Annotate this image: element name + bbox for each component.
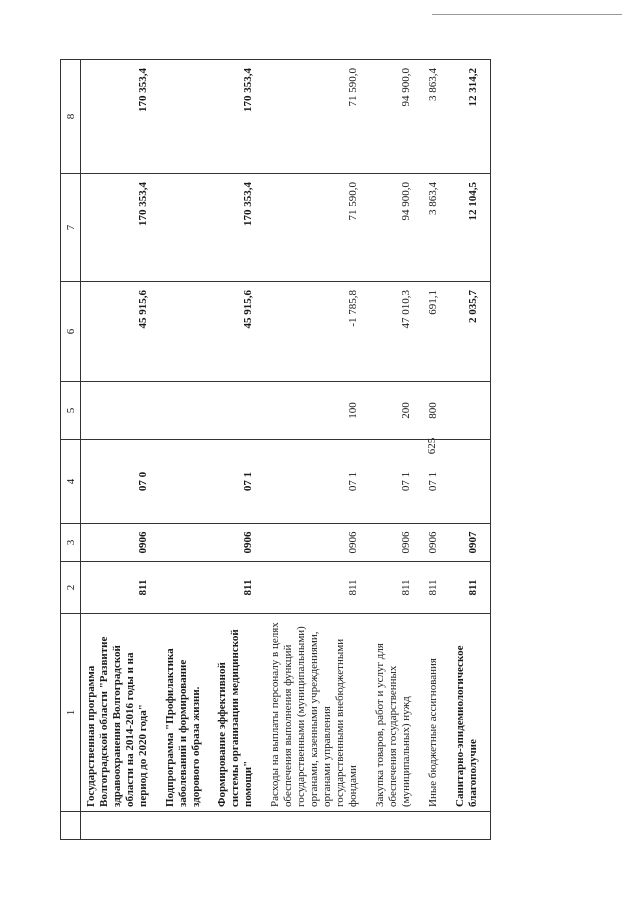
cell-col5: 100 <box>265 382 370 440</box>
header-cell-1: 1 <box>61 614 81 812</box>
row-name-cell <box>160 614 265 812</box>
cell-col3: 0906 <box>81 524 161 562</box>
table-row <box>450 60 491 840</box>
row-name-cell <box>423 614 450 812</box>
rotated-page-content <box>60 60 491 840</box>
row-name-cell <box>450 614 491 812</box>
cell-col4: 07 1 <box>265 440 370 524</box>
table-row <box>81 60 161 840</box>
top-edge-rule <box>432 14 622 15</box>
table-row <box>265 60 370 840</box>
row-name: Подпрограмма "Профилактика заболеваний и формирование здорового образа жизни. <box>164 648 202 807</box>
header-row <box>61 60 81 840</box>
row-name: Государственная программа Волгоградской области "Развитие здравоохранения Волгоградской области на 2014-2016 годы и на период до 2020 года" <box>85 636 149 807</box>
cell-col2: 811 <box>265 562 370 614</box>
cell-col2: 811 <box>81 562 161 614</box>
cell-col8: 170 353,4 <box>160 60 265 174</box>
table-row <box>423 60 450 840</box>
cell-col3: 0906 <box>265 524 370 562</box>
cell-col8: 12 314,2 <box>450 60 491 174</box>
cell-col7: 170 353,4 <box>81 174 161 282</box>
cell-col2: 811 <box>423 562 450 614</box>
cell-col4: 07 1 <box>160 440 265 524</box>
header-cell-5: 5 <box>61 382 81 440</box>
header-cell-0 <box>61 812 81 840</box>
empty-cell <box>370 812 423 840</box>
cell-col7: 170 353,4 <box>160 174 265 282</box>
cell-col3: 0906 <box>423 524 450 562</box>
empty-cell <box>450 812 491 840</box>
empty-cell <box>265 812 370 840</box>
cell-col5: 800 <box>423 382 450 440</box>
cell-col3: 0906 <box>370 524 423 562</box>
empty-cell <box>423 812 450 840</box>
budget-table <box>60 59 491 840</box>
header-cell-2: 2 <box>61 562 81 614</box>
cell-col8: 71 590,0 <box>265 60 370 174</box>
cell-col2: 811 <box>450 562 491 614</box>
cell-col6: 45 915,6 <box>160 282 265 382</box>
row-name: Расходы на выплаты персоналу в целях обеспечения выполнения функций государственными (муниципальными) органами, казенными учреждениями, органами управления государственными внебюджетными фондами <box>269 622 359 807</box>
cell-col6: -1 785,8 <box>265 282 370 382</box>
cell-col6: 45 915,6 <box>81 282 161 382</box>
cell-col4: 07 0 <box>81 440 161 524</box>
cell-col7: 3 863,4 <box>423 174 450 282</box>
cell-col5: 200 <box>370 382 423 440</box>
cell-col8: 170 353,4 <box>81 60 161 174</box>
cell-col7: 71 590,0 <box>265 174 370 282</box>
header-cell-8: 8 <box>61 60 81 174</box>
cell-col5 <box>160 382 265 440</box>
row-name: Иные бюджетные ассигнования <box>427 658 439 807</box>
table-row <box>160 60 265 840</box>
header-cell-3: 3 <box>61 524 81 562</box>
row-name-continuation: Формирование эффективной системы организации медицинской помощи" <box>216 629 254 807</box>
cell-col4: 07 1 <box>423 440 450 524</box>
cell-col8: 94 900,0 <box>370 60 423 174</box>
cell-col5 <box>450 382 491 440</box>
cell-col3: 0906 <box>160 524 265 562</box>
cell-col3: 0907 <box>450 524 491 562</box>
row-name: Закупка товаров, работ и услуг для обеспечения государственных (муниципальных) нужд <box>374 643 412 807</box>
table-row <box>370 60 423 840</box>
cell-col4 <box>450 440 491 524</box>
row-name-cell <box>370 614 423 812</box>
cell-col7: 12 104,5 <box>450 174 491 282</box>
row-name-cell <box>265 614 370 812</box>
header-cell-6: 6 <box>61 282 81 382</box>
cell-col6: 691,1 <box>423 282 450 382</box>
cell-col5 <box>81 382 161 440</box>
row-name: Санитарно-эпидемиологическое благополучие <box>454 645 479 807</box>
cell-col6: 2 035,7 <box>450 282 491 382</box>
header-cell-7: 7 <box>61 174 81 282</box>
cell-col8: 3 863,4 <box>423 60 450 174</box>
page-number: 625 <box>426 437 438 455</box>
row-name-cell <box>81 614 161 812</box>
cell-col7: 94 900,0 <box>370 174 423 282</box>
cell-col2: 811 <box>370 562 423 614</box>
cell-col4: 07 1 <box>370 440 423 524</box>
cell-col6: 47 010,3 <box>370 282 423 382</box>
empty-cell <box>81 812 161 840</box>
empty-cell <box>160 812 265 840</box>
header-cell-4: 4 <box>61 440 81 524</box>
cell-col2: 811 <box>160 562 265 614</box>
